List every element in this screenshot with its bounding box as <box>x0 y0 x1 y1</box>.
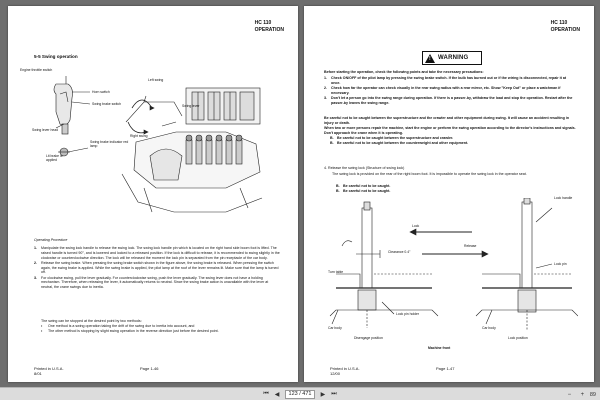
stop-methods <box>41 324 279 334</box>
label-car-body-left: Car body <box>328 326 342 330</box>
prev-page-button[interactable]: ◀ <box>274 391 280 398</box>
warning-icon: ! <box>425 54 435 63</box>
list-item: B. Be careful not to be caught. <box>336 189 391 194</box>
label-clearance: Clearance 0.4" <box>388 250 411 254</box>
b-items <box>330 136 576 146</box>
footer-page: Page 1-47 <box>436 366 455 371</box>
label-disengage: Disengage position <box>354 336 383 340</box>
viewer-toolbar <box>0 387 600 400</box>
zoom-controls <box>564 390 596 399</box>
list-item: B. Be careful not to be caught between the superstructure and crawler. <box>330 136 454 140</box>
label-horn-switch: Horn switch <box>92 90 110 94</box>
label-lock-position: Lock position <box>508 336 528 340</box>
last-page-button[interactable]: ⏭ <box>331 390 337 397</box>
page-right <box>304 6 594 382</box>
list-item: B. Be careful not to be caught. <box>336 184 391 188</box>
label-release: Release <box>464 244 477 248</box>
label-engine-throttle: Engine throttle switch <box>20 68 53 72</box>
list-item: 1. Manipulate the swing lock handle to release the swing lock. The swing lock handle pin which is located on the right hand side boom foot is lifted. The raised handle is turned 90°, and is lowered and locked to a released position. If the lock is difficult to release, it is recommended to swing slightly in the clockwise or counterclockwise direction. The lock will be released the moment the lock pin is separated from the pin receptacle of the car body. <box>34 246 280 260</box>
label-lock: Lock <box>412 224 420 228</box>
warning-label: WARNING <box>438 55 469 61</box>
header-section: OPERATION <box>550 26 580 33</box>
list-item: B. Be careful not to be caught between the counterweight and other equipment. <box>330 141 469 146</box>
label-turn-table: Turn table <box>328 270 344 274</box>
caution-2: When two or more persons repair the machine, start the engine or perform the swing operation according to the director's instructions and signals. Don't approach the crane when it is operating. <box>324 126 576 135</box>
page-number-field[interactable]: 123 / 471 <box>285 390 316 399</box>
caution-1: Be careful not to be caught between the superstructure and the crawler and other equipment during swing. It will cause an accident resulting in injury or death. <box>324 116 570 125</box>
label-lock-pin-holder: Lock pin holder <box>396 312 419 316</box>
section-title: 5-5 Swing operation <box>34 54 78 59</box>
page-left <box>8 6 298 382</box>
list-item: 1. Check ON/OFF of the pilot lamp by pressing the swing brake switch. If the bulb has burned out or if the wiring is disconnected, repair it at once. <box>324 76 567 85</box>
step4-title: 4. Release the swing lock (Structure of swing lock) <box>324 166 405 170</box>
page-header <box>551 20 580 33</box>
procedure-steps <box>34 246 280 290</box>
zoom-in-button[interactable]: + <box>580 391 585 398</box>
header-model: HC 110 <box>254 20 272 26</box>
header-section: OPERATION <box>254 26 284 33</box>
stop-note: The swing can be stopped at the desired point by two methods: <box>41 319 142 323</box>
label-lit-brake: Lit brake is applied <box>46 154 63 162</box>
footer-printed: Printed in U.S.A. 8/01 <box>34 366 64 376</box>
first-page-button[interactable]: ⏮ <box>263 390 269 397</box>
label-swing-brake-switch: Swing brake switch <box>92 102 122 106</box>
footer-printed: Printed in U.S.A. 12/00 <box>330 366 360 376</box>
label-lock-pin: Lock pin <box>554 262 567 266</box>
list-item: 3. Don't let a person go into the swing range during operation. If there is a passer-by, withdraw the load and stop the operation. Restart after the passer-by leaves the swing range. <box>324 95 573 105</box>
warning-box <box>422 51 482 65</box>
header-model: HC 110 <box>550 20 568 26</box>
zoom-out-button[interactable]: − <box>567 391 572 398</box>
list-item: • One method is a swing operation taking the drift of the swing due to inertia into account, and <box>41 324 195 328</box>
label-left-swing: Left swing <box>148 78 164 82</box>
zoom-level[interactable]: 89 <box>589 391 596 398</box>
warning-intro: Before starting the operation, check the following points and take the necessary precautions: <box>324 70 484 74</box>
procedure-title: Operating Procedure <box>34 238 68 242</box>
list-item: • The other method is stopping by slight swing operation in the reverse direction just before the desired point. <box>41 329 219 334</box>
step4-text: The swing lock is provided on the rear of the right boom foot. It is impossible to operate the swing lock in the operator seat. <box>332 172 527 176</box>
swing-lock-diagram <box>322 198 578 348</box>
label-machine-front: Machine front <box>428 346 451 350</box>
label-swing-lever-head: Swing lever head <box>32 128 59 132</box>
swing-controls-diagram <box>26 62 276 222</box>
warning-checks <box>324 76 576 106</box>
label-right-swing: Right swing <box>130 134 148 138</box>
label-car-body-right: Car body <box>482 326 496 330</box>
label-brake-lamp: Swing brake indicator red lamp <box>90 140 129 148</box>
label-lock-handle: Lock handle <box>554 196 573 200</box>
step4-cautions <box>336 184 576 194</box>
label-swing-lever: Swing lever <box>182 104 200 108</box>
page-header <box>255 20 284 33</box>
list-item: 2. Release the swing brake. When pressing the swing brake switch shown in the figure above, the swing brake is released. When pressing the switch again, the swing brake is applied. While the swing brake is applied, the pilot lamp at the roof of the lever remains lit. Make sure that the lamp is turned off. <box>34 260 279 275</box>
next-page-button[interactable]: ▶ <box>320 391 326 398</box>
footer-page: Page 1-46 <box>140 366 159 371</box>
list-item: 3. For clockwise swing, pull the lever gradually. For counterclockwise swing, push the lever gradually. The swing lever does not have a holding mechanism. Therefore, when releasing the lever, it automatically returns to neutral. Since the swing brake action is unavailable with the lever at neutral, the crane swings due to inertia. <box>34 275 269 290</box>
list-item: 2. Check how far the operator can check visually in the rear swing radius with a rear mirror, etc. Show "Keep Out" or place a watchman if necessary. <box>324 85 561 95</box>
